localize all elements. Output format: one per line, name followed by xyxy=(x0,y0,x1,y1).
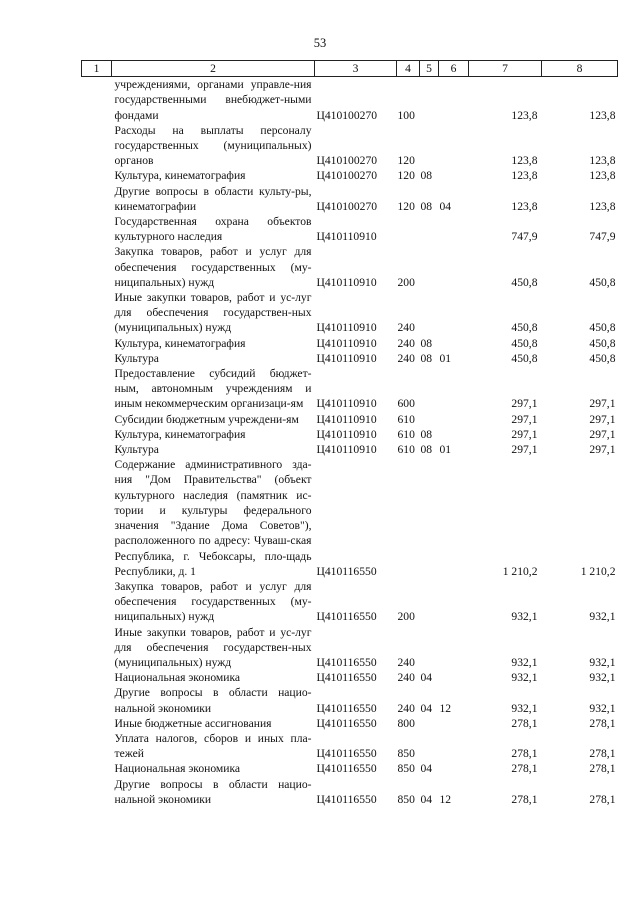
row-name-cell: Субсидии бюджетным учреждени-ям xyxy=(114,412,299,426)
row-name-cell: Государственная охрана объектов культурного наследия xyxy=(114,215,312,244)
row-name-cell: Другие вопросы в области нацио-нальной экономики xyxy=(114,777,312,806)
row-name-cell: Иные закупки товаров, работ и ус-луг для обеспечения государствен-ных (муниципальных) нужд xyxy=(114,625,312,669)
table-row xyxy=(82,716,618,731)
target-article-code-cell: Ц410116550 xyxy=(316,747,377,761)
amount-2021-cell: 450,8 xyxy=(511,275,538,289)
column-header: 3 xyxy=(315,61,397,77)
column-header: 2 xyxy=(112,61,315,77)
section-cell xyxy=(420,579,439,625)
table-row xyxy=(82,123,618,169)
target-article-code-cell: Ц410100270 xyxy=(316,108,378,122)
section-cell xyxy=(420,290,439,336)
target-article-code-cell: Ц410110910 xyxy=(316,427,377,441)
target-article-code-cell: Ц410116550 xyxy=(316,701,377,715)
subsection-cell xyxy=(439,244,469,290)
amount-2022-cell: 932,1 xyxy=(589,655,616,669)
amount-2021-cell: 747,9 xyxy=(511,230,538,244)
subsection-cell xyxy=(439,168,469,183)
target-article-code-cell: Ц410110910 xyxy=(316,397,377,411)
section-cell xyxy=(420,366,439,412)
row-number-cell xyxy=(82,731,112,761)
amount-2021-cell: 278,1 xyxy=(511,716,538,730)
section-cell: 04 xyxy=(420,762,433,776)
section-cell xyxy=(420,214,439,244)
expense-type-cell: 200 xyxy=(397,275,415,289)
section-cell xyxy=(420,412,439,427)
row-number-cell xyxy=(82,244,112,290)
subsection-cell xyxy=(439,761,469,776)
row-name-cell: Закупка товаров, работ и услуг для обеспечения государственных (му-ниципальных) нужд xyxy=(114,579,312,624)
amount-2021-cell: 297,1 xyxy=(511,412,538,426)
subsection-cell xyxy=(439,670,469,685)
section-cell: 08 xyxy=(420,351,433,365)
table-row xyxy=(82,731,618,761)
amount-2021-cell: 450,8 xyxy=(511,321,538,335)
table-row xyxy=(82,351,618,366)
column-header: 4 xyxy=(397,61,420,77)
amount-2022-cell: 932,1 xyxy=(589,701,616,715)
amount-2021-cell: 450,8 xyxy=(511,336,538,350)
amount-2021-cell: 123,8 xyxy=(511,154,538,168)
subsection-cell xyxy=(439,336,469,351)
table-row xyxy=(82,442,618,457)
amount-2021-cell: 1 210,2 xyxy=(502,564,538,578)
target-article-code-cell: Ц410100270 xyxy=(316,169,378,183)
expense-type-cell: 100 xyxy=(397,108,415,122)
expense-type-cell: 240 xyxy=(397,655,415,669)
subsection-cell: 12 xyxy=(439,701,452,715)
amount-2021-cell: 297,1 xyxy=(511,397,538,411)
row-number-cell xyxy=(82,761,112,776)
amount-2022-cell: 932,1 xyxy=(589,671,616,685)
amount-2022-cell: 297,1 xyxy=(589,443,616,457)
section-cell: 08 xyxy=(420,169,433,183)
row-number-cell xyxy=(82,670,112,685)
row-number-cell xyxy=(82,412,112,427)
table-row xyxy=(82,579,618,625)
subsection-cell xyxy=(439,579,469,625)
table-body xyxy=(82,77,618,807)
row-name-cell: Национальная экономика xyxy=(114,671,241,685)
table-row xyxy=(82,761,618,776)
subsection-cell xyxy=(439,731,469,761)
expense-type-cell xyxy=(397,457,420,579)
table-row xyxy=(82,168,618,183)
table-row xyxy=(82,244,618,290)
page-number: 53 xyxy=(313,36,327,50)
table-row xyxy=(82,214,618,244)
row-number-cell xyxy=(82,457,112,579)
target-article-code-cell: Ц410116550 xyxy=(316,671,377,685)
expense-type-cell: 610 xyxy=(397,443,415,457)
table-header-row xyxy=(82,61,618,77)
subsection-cell xyxy=(439,123,469,169)
row-number-cell xyxy=(82,685,112,715)
column-header: 6 xyxy=(439,61,469,77)
section-cell xyxy=(420,77,439,123)
amount-2022-cell: 123,8 xyxy=(589,169,616,183)
table-row xyxy=(82,412,618,427)
row-number-cell xyxy=(82,290,112,336)
row-number-cell xyxy=(82,716,112,731)
amount-2021-cell: 123,8 xyxy=(511,169,538,183)
subsection-cell xyxy=(439,412,469,427)
amount-2022-cell: 450,8 xyxy=(589,351,616,365)
amount-2022-cell: 297,1 xyxy=(589,397,616,411)
row-name-cell: Предоставление субсидий бюджет-ным, автономным учреждениям и иным некоммерческим организаци-ям xyxy=(114,367,312,411)
table-row xyxy=(82,457,618,579)
section-cell: 04 xyxy=(420,792,433,806)
target-article-code-cell: Ц410100270 xyxy=(316,199,378,213)
section-cell: 04 xyxy=(420,701,433,715)
section-cell: 08 xyxy=(420,427,433,441)
section-cell xyxy=(420,457,439,579)
target-article-code-cell: Ц410116550 xyxy=(316,655,377,669)
table-row xyxy=(82,427,618,442)
row-number-cell xyxy=(82,442,112,457)
section-cell xyxy=(420,731,439,761)
amount-2021-cell: 278,1 xyxy=(511,792,538,806)
amount-2022-cell: 1 210,2 xyxy=(580,564,616,578)
subsection-cell: 12 xyxy=(439,792,452,806)
row-number-cell xyxy=(82,427,112,442)
target-article-code-cell: Ц410110910 xyxy=(316,321,377,335)
section-cell: 08 xyxy=(420,336,433,350)
row-number-cell xyxy=(82,123,112,169)
amount-2022-cell: 932,1 xyxy=(589,610,616,624)
expense-type-cell: 120 xyxy=(397,199,415,213)
subsection-cell xyxy=(439,214,469,244)
amount-2021-cell: 278,1 xyxy=(511,762,538,776)
subsection-cell: 01 xyxy=(439,443,452,457)
row-number-cell xyxy=(82,777,112,807)
amount-2022-cell: 123,8 xyxy=(589,199,616,213)
expense-type-cell: 850 xyxy=(397,762,415,776)
row-number-cell xyxy=(82,336,112,351)
section-cell xyxy=(420,625,439,671)
target-article-code-cell: Ц410116550 xyxy=(316,564,377,578)
subsection-cell: 01 xyxy=(439,351,452,365)
budget-table xyxy=(81,60,618,807)
row-number-cell xyxy=(82,625,112,671)
expense-type-cell: 240 xyxy=(397,336,415,350)
row-name-cell: Культура xyxy=(114,443,159,457)
section-cell xyxy=(420,123,439,169)
row-name-cell: Культура xyxy=(114,351,159,365)
target-article-code-cell: Ц410110910 xyxy=(316,336,377,350)
amount-2022-cell: 278,1 xyxy=(589,716,616,730)
amount-2022-cell: 747,9 xyxy=(589,230,616,244)
row-name-cell: Содержание административного зда-ния "Дом Правительства" (объект культурного наследия (памятник ис-тории и культуры федерального значения "Здание Дома Советов"), расположенного по адресу: Чуваш-ская Республика, г. Чебоксары, пло-щадь Республики, д. 1 xyxy=(114,458,312,578)
target-article-code-cell: Ц410110910 xyxy=(316,230,377,244)
row-name-cell: Другие вопросы в области культу-ры, кинематографии xyxy=(114,184,312,213)
row-name-cell: Уплата налогов, сборов и иных пла-тежей xyxy=(114,731,312,761)
table-row xyxy=(82,625,618,671)
amount-2022-cell: 297,1 xyxy=(589,412,616,426)
expense-type-cell: 610 xyxy=(397,427,415,441)
row-number-cell xyxy=(82,351,112,366)
target-article-code-cell: Ц410110910 xyxy=(316,443,377,457)
row-number-cell xyxy=(82,77,112,123)
section-cell: 04 xyxy=(420,671,433,685)
expense-type-cell: 240 xyxy=(397,351,415,365)
amount-2022-cell: 278,1 xyxy=(589,747,616,761)
amount-2022-cell: 450,8 xyxy=(589,275,616,289)
row-number-cell xyxy=(82,214,112,244)
subsection-cell: 04 xyxy=(439,199,452,213)
section-cell: 08 xyxy=(420,443,433,457)
target-article-code-cell: Ц410110910 xyxy=(316,412,377,426)
row-name-cell: Закупка товаров, работ и услуг для обеспечения государственных (му-ниципальных) нужд xyxy=(114,245,312,289)
row-name-cell: Культура, кинематография xyxy=(114,336,246,350)
expense-type-cell: 850 xyxy=(397,792,415,806)
subsection-cell xyxy=(439,77,469,123)
amount-2021-cell: 297,1 xyxy=(511,427,538,441)
column-header: 1 xyxy=(82,61,112,77)
section-cell xyxy=(420,244,439,290)
target-article-code-cell: Ц410100270 xyxy=(316,154,378,168)
amount-2022-cell: 450,8 xyxy=(589,336,616,350)
expense-type-cell: 240 xyxy=(397,321,415,335)
subsection-cell xyxy=(439,427,469,442)
amount-2022-cell: 450,8 xyxy=(589,321,616,335)
section-cell xyxy=(420,716,439,731)
amount-2021-cell: 932,1 xyxy=(511,655,538,669)
amount-2022-cell: 297,1 xyxy=(589,427,616,441)
table-row xyxy=(82,777,618,807)
row-number-cell xyxy=(82,579,112,625)
target-article-code-cell: Ц410116550 xyxy=(316,610,377,624)
column-header: 5 xyxy=(420,61,439,77)
amount-2021-cell: 123,8 xyxy=(511,199,538,213)
target-article-code-cell: Ц410116550 xyxy=(316,716,377,730)
table-row xyxy=(82,670,618,685)
row-name-cell: Иные бюджетные ассигнования xyxy=(114,716,272,730)
expense-type-cell: 600 xyxy=(397,397,415,411)
subsection-cell xyxy=(439,625,469,671)
subsection-cell xyxy=(439,457,469,579)
expense-type-cell: 610 xyxy=(397,412,415,426)
target-article-code-cell: Ц410116550 xyxy=(316,792,377,806)
amount-2021-cell: 932,1 xyxy=(511,610,538,624)
table-row xyxy=(82,685,618,715)
row-name-cell: Иные закупки товаров, работ и ус-луг для обеспечения государствен-ных (муниципальных) нужд xyxy=(114,291,312,335)
amount-2022-cell: 123,8 xyxy=(589,108,616,122)
table-row xyxy=(82,77,618,123)
expense-type-cell: 240 xyxy=(397,701,415,715)
row-name-cell: Культура, кинематография xyxy=(114,169,246,183)
row-number-cell xyxy=(82,168,112,183)
row-name-cell: Другие вопросы в области нацио-нальной экономики xyxy=(114,686,312,715)
column-header: 8 xyxy=(542,61,618,77)
amount-2021-cell: 932,1 xyxy=(511,671,538,685)
subsection-cell xyxy=(439,716,469,731)
expense-type-cell: 120 xyxy=(397,169,415,183)
column-header: 7 xyxy=(469,61,542,77)
row-name-cell: Национальная экономика xyxy=(114,762,241,776)
target-article-code-cell: Ц410110910 xyxy=(316,275,377,289)
section-cell: 08 xyxy=(420,199,433,213)
expense-type-cell: 240 xyxy=(397,671,415,685)
table-row xyxy=(82,336,618,351)
target-article-code-cell: Ц410110910 xyxy=(316,351,377,365)
amount-2021-cell: 932,1 xyxy=(511,701,538,715)
table-row xyxy=(82,290,618,336)
row-name-cell: учреждениями, органами управле-ния государственными внебюджет-ными фондами xyxy=(114,78,312,122)
subsection-cell xyxy=(439,290,469,336)
table-row xyxy=(82,366,618,412)
table-row xyxy=(82,184,618,214)
amount-2022-cell: 123,8 xyxy=(589,154,616,168)
row-name-cell: Расходы на выплаты персоналу государственных (муниципальных) органов xyxy=(114,123,312,168)
target-article-code-cell: Ц410116550 xyxy=(316,762,377,776)
amount-2021-cell: 278,1 xyxy=(511,747,538,761)
expense-type-cell xyxy=(397,214,420,244)
row-name-cell: Культура, кинематография xyxy=(114,427,246,441)
row-number-cell xyxy=(82,184,112,214)
expense-type-cell: 850 xyxy=(397,747,415,761)
amount-2022-cell: 278,1 xyxy=(589,792,616,806)
expense-type-cell: 200 xyxy=(397,610,415,624)
expense-type-cell: 800 xyxy=(397,716,415,730)
amount-2021-cell: 123,8 xyxy=(511,108,538,122)
amount-2021-cell: 297,1 xyxy=(511,443,538,457)
expense-type-cell: 120 xyxy=(397,154,415,168)
amount-2021-cell: 450,8 xyxy=(511,351,538,365)
subsection-cell xyxy=(439,366,469,412)
amount-2022-cell: 278,1 xyxy=(589,762,616,776)
row-number-cell xyxy=(82,366,112,412)
